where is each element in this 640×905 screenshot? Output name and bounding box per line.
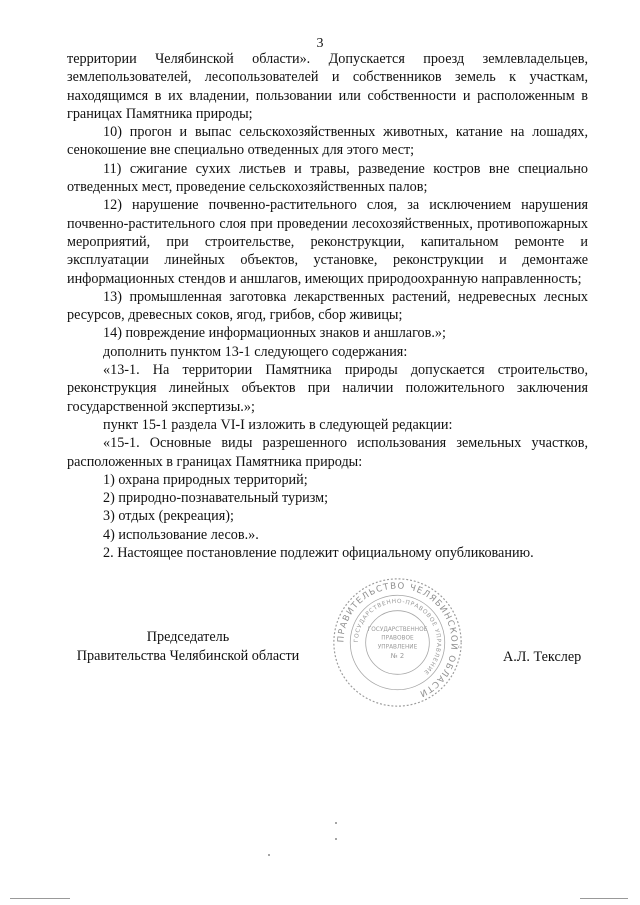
paragraph: «15-1. Основные виды разрешенного использования земельных участков, расположенных в границах Памятника природы: bbox=[67, 435, 588, 470]
paragraph: 3) отдых (рекреация); bbox=[103, 508, 234, 525]
paragraph: дополнить пунктом 13-1 следующего содержания: bbox=[103, 343, 408, 360]
paragraph: 1) охрана природных территорий; bbox=[103, 471, 308, 488]
paragraph: 13) промышленная заготовка лекарственных растений, недревесных лесных ресурсов, древесных соков, ягод, грибов, сбор живицы; bbox=[67, 288, 588, 324]
scan-speck bbox=[335, 822, 337, 824]
seal-center-line-3: УПРАВЛЕНИЕ bbox=[377, 644, 418, 651]
seal-center-line-2: ПРАВОВОЕ bbox=[381, 635, 414, 642]
paragraph: 2. Настоящее постановление подлежит официальному опубликованию. bbox=[103, 545, 534, 562]
seal-center-line-4: № 2 bbox=[390, 651, 405, 660]
scan-edge-mark bbox=[10, 898, 70, 899]
scan-speck bbox=[268, 854, 270, 856]
paragraph: территории Челябинской области». Допускается проезд землевладельцев, землепользователей, лесопользователей и собственников земель к участкам, находящимся в их владении, пользовании или собственности и расположенным в границах Памятника природы; bbox=[67, 51, 588, 122]
paragraph: 4) использование лесов.». bbox=[103, 526, 259, 543]
signatory-position-line-2: Правительства Челябинской области bbox=[76, 648, 300, 664]
paragraph: 12) нарушение почвенно-растительного слоя, за исключением нарушения почвенно-растительного слоя при проведении лесохозяйственных, противопожарных мероприятий, при строительстве, реконструкции, капитальном ремонте и эксплуатации линейных объектов, установке, реконструкции и демонтаже информационных стендов и аншлагов, имеющих природоохранную направленность; bbox=[67, 197, 588, 287]
seal-outer-text: ПРАВИТЕЛЬСТВО ЧЕЛЯБИНСКОЙ ОБЛАСТИ bbox=[336, 581, 459, 699]
signatory-name: А.Л. Текслер bbox=[503, 649, 582, 665]
document-body bbox=[67, 50, 588, 562]
paragraph: 10) прогон и выпас сельскохозяйственных животных, катание на лошадях, сенокошение вне специально отведенных для этого мест; bbox=[67, 124, 588, 159]
paragraph: 2) природно-познавательный туризм; bbox=[103, 490, 329, 507]
paragraph: 11) сжигание сухих листьев и травы, разведение костров вне специально отведенных мест, проведение сельскохозяйственных палов; bbox=[67, 160, 588, 196]
paragraph: 14) повреждение информационных знаков и аншлагов.»; bbox=[103, 325, 446, 342]
seal-center-line-1: ГОСУДАРСТВЕННОЕ bbox=[367, 626, 428, 633]
paragraph: пункт 15-1 раздела VI-I изложить в следующей редакции: bbox=[103, 416, 453, 433]
page-number: 3 bbox=[316, 36, 324, 51]
signatory-position bbox=[68, 628, 308, 666]
scan-edge-mark bbox=[580, 898, 628, 899]
seal-inner-text: ГОСУДАРСТВЕННО-ПРАВОВОЕ УПРАВЛЕНИЕ bbox=[353, 598, 442, 676]
signatory-position-line-1: Председатель bbox=[146, 629, 230, 645]
paragraph: «13-1. На территории Памятника природы допускается строительство, реконструкция линейных объектов при наличии положительного заключения государственной экспертизы.»; bbox=[67, 362, 588, 415]
official-seal bbox=[330, 575, 465, 710]
scan-speck bbox=[335, 838, 337, 840]
